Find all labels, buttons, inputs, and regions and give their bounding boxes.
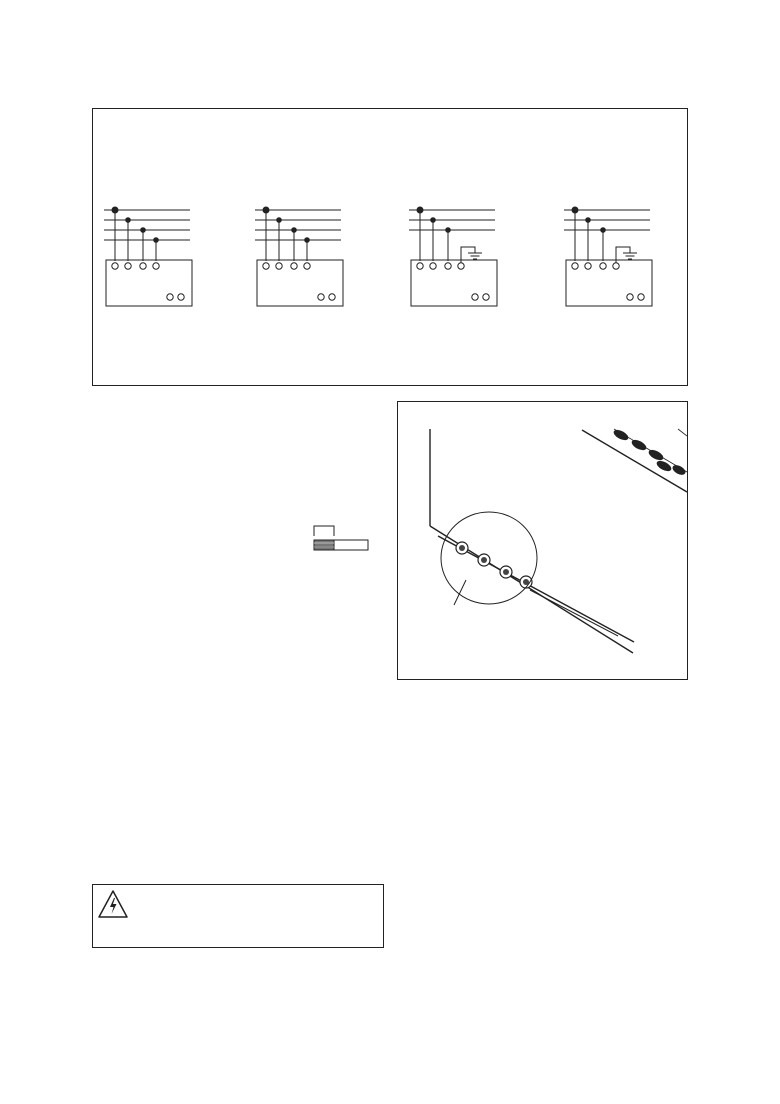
- magnified-terminals: [441, 512, 537, 605]
- aux-terminal: [329, 294, 335, 300]
- junction-dot: [601, 228, 606, 233]
- terminal: [585, 263, 591, 269]
- wiring-diagrams-frame: [92, 108, 688, 386]
- aux-terminal: [318, 294, 324, 300]
- junction-dot: [446, 228, 451, 233]
- warning-box: [92, 884, 384, 948]
- junction-dot: [305, 238, 310, 243]
- ground-wire: [461, 247, 475, 263]
- aux-terminal: [178, 294, 184, 300]
- terminal: [125, 263, 131, 269]
- diagram-4: [564, 207, 652, 306]
- aux-terminal: [472, 294, 478, 300]
- terminal: [153, 263, 159, 269]
- stripped-wire-icon: [308, 520, 370, 556]
- terminal: [458, 263, 464, 269]
- junction-dot: [417, 207, 423, 213]
- aux-terminal: [638, 294, 644, 300]
- high-voltage-warning-icon: [97, 889, 129, 919]
- junction-dot: [586, 218, 591, 223]
- terminal: [417, 263, 423, 269]
- aux-terminal: [167, 294, 173, 300]
- junction-dot: [154, 238, 159, 243]
- terminal: [600, 263, 606, 269]
- terminal: [445, 263, 451, 269]
- diagram-3: [409, 207, 497, 306]
- terminal: [276, 263, 282, 269]
- junction-dot: [277, 218, 282, 223]
- junction-dot: [292, 228, 297, 233]
- terminal: [263, 263, 269, 269]
- aux-terminal: [483, 294, 489, 300]
- aux-terminal: [627, 294, 633, 300]
- terminal: [112, 263, 118, 269]
- diagram-2: [255, 207, 343, 306]
- wiring-diagrams: [93, 109, 687, 385]
- terminal: [572, 263, 578, 269]
- terminal: [430, 263, 436, 269]
- terminal: [613, 263, 619, 269]
- ground-wire: [616, 247, 630, 263]
- junction-dot: [572, 207, 578, 213]
- junction-dot: [112, 207, 118, 213]
- terminal: [140, 263, 146, 269]
- terminal: [291, 263, 297, 269]
- device-illustration-frame: [397, 401, 688, 680]
- junction-dot: [431, 218, 436, 223]
- junction-dot: [263, 207, 269, 213]
- junction-dot: [126, 218, 131, 223]
- junction-dot: [141, 228, 146, 233]
- terminal: [304, 263, 310, 269]
- terminal-block-device-icon: [398, 402, 687, 679]
- diagram-1: [104, 207, 192, 306]
